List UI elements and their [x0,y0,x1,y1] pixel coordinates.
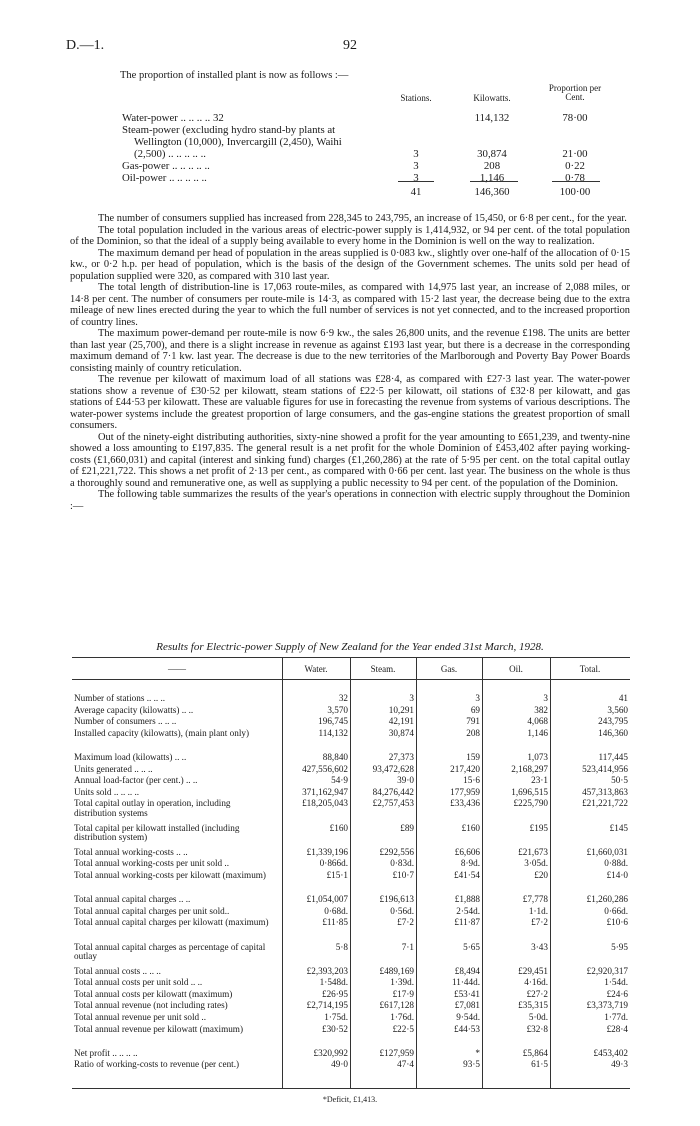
cell-oil: 5·0d. [528,1012,548,1022]
cell-gas: £160 [461,822,480,833]
cell-steam: 84,276,442 [372,786,414,797]
cell-oil: £20 [534,869,548,880]
row-label: Net profit .. .. .. .. [74,1047,138,1058]
cell-steam: £196,613 [379,894,414,905]
cell-total: 457,313,863 [582,786,628,797]
cell-total: £24·6 [606,988,628,999]
cell-total: £1,660,031 [586,846,628,857]
col-header-oil: Oil. [509,664,523,674]
cell-water: 114,132 [318,727,348,738]
cell-water: 1·548d. [319,977,348,988]
page-header [66,38,634,54]
paragraph: The maximum power-demand per route-mile is now 6·9 kw., the sales 26,800 units, and the revenue £198. The units are better than last year (25,700), and there is a slight increase in revenue as against £193 last year, but there is a decrease in the corresponding maximum demand of 7·1 kw. last year. The decrease is due to the new territories of the Marlborough and Poverty Bay Power Boards consisting mainly of country reticulation. [70,328,630,374]
cell-total: £2,920,317 [586,965,628,976]
cell-steam: 1·39d. [390,977,414,988]
cell-steam: 1·76d. [390,1012,414,1022]
cell-gas: 93·5 [463,1059,480,1070]
cell-gas: 9·54d. [456,1012,480,1022]
cell-total: 117,445 [598,752,628,763]
total-proportion: 100·00 [559,186,591,198]
paragraph: The total population included in the various areas of electric-power supply is 1,414,932, or 94 per cent. of the total population of the Dominion, so that the ideal of a supply being available to every home in the Dominion is well on the way to realization. [70,224,630,247]
stations-header: Stations. [400,93,432,103]
cell-oil: 4·16d. [524,977,548,988]
row-label: Number of stations .. .. .. [74,693,166,704]
cell-steam: 10,291 [388,704,414,715]
plant-row-stations: 3 [413,148,419,160]
cell-oil: 382 [534,704,548,715]
cell-total: 41 [618,693,628,704]
cell-water: 49·0 [331,1059,348,1070]
document-reference: D.—1. [66,38,105,53]
kilowatts-header: Kilowatts. [473,93,511,103]
table-footnote: *Deficit, £1,413. [322,1095,378,1104]
cell-oil: 3·05d. [524,858,548,869]
plant-row [122,172,610,184]
cell-water: 88,840 [322,752,348,763]
cell-oil: 1,146 [527,727,548,738]
row-label: Total capital per kilowatt installed (including distribution system) [74,822,240,843]
cell-steam: £2,757,453 [372,798,414,809]
col-header-water: Water. [304,664,328,674]
cell-gas: 159 [466,752,480,763]
cell-total: 0·88d. [604,858,628,869]
cell-gas: 5·65 [463,941,480,952]
cell-water: 371,162,947 [302,786,348,797]
cell-total: 523,414,956 [582,763,628,774]
row-label: Total annual costs .. .. .. [74,965,161,976]
cell-gas: £7,081 [454,1000,480,1011]
row-label: Average capacity (kilowatts) .. .. [74,704,194,715]
cell-steam: 47·4 [397,1059,414,1070]
cell-gas: £11·87 [454,917,480,928]
plant-table-header [122,80,610,106]
cell-gas: £41·54 [453,869,480,880]
cell-gas: 15·6 [463,775,480,786]
paragraph: The revenue per kilowatt of maximum load of all stations was £28·4, as compared with £27·3 last year. The water-power stations show a revenue of £30·52 per kilowatt, steam stations of £22·5 per kilowatt, oil stations of £32·8 per kilowatt, and gas stations of £44·53 per kilowatt. These are valuable figures for use in forecasting the revenue from systems of various descriptions. The water-power systems include the greatest proportion of large consumers, and the gas-engine stations the greatest proportion of small consumers. [70,374,630,431]
cell-oil: £27·2 [526,988,548,999]
cell-steam: £617,128 [379,1000,414,1011]
row-label: Annual load-factor (per cent.) .. .. [74,775,198,786]
row-label: Installed capacity (kilowatts), (main plant only) [74,727,250,738]
cell-oil: £32·8 [526,1023,548,1034]
cell-water: £15·1 [326,869,348,880]
cell-oil: 1,696,515 [511,786,548,797]
cell-gas: £1,888 [454,894,480,905]
col-header-gas: Gas. [440,664,458,674]
cell-oil: £21,673 [518,846,548,857]
col-header-steam: Steam. [370,664,396,674]
plant-row-proportion: 0·78 [565,172,585,184]
results-table [72,657,630,1089]
cell-oil: £29,451 [518,965,548,976]
plant-row [122,148,610,160]
column-divider [416,657,417,1089]
cell-oil: £35,315 [518,1000,548,1011]
cell-gas: 177,959 [450,786,480,797]
cell-total: 1·77d. [604,1012,628,1022]
cell-total: £145 [609,822,628,833]
cell-oil: 23·1 [531,775,548,786]
cell-gas: 3 [475,693,480,704]
row-label: Units generated .. .. .. [74,763,153,774]
cell-total: 1·54d. [604,977,628,988]
paragraph: Out of the ninety-eight distributing authorities, sixty-nine showed a profit for the year amounting to £651,239, and twenty-nine showed a loss amounting to £197,835. The general result is a net profit for the whole Dominion of £453,402 after paying working-costs (£1,660,031) and capital (interest and sinking fund) charges (£1,260,286) at the rate of 5·95 per cent. on the total capital outlay of £21,221,722. This shows a net profit of 2·13 per cent., as compared with 0·66 per cent. last year. The business on the whole is thus a thoroughly sound and remunerative one, as well as supplying a public necessity to 94 per cent. of the population of the Dominion. [70,431,630,489]
cell-total: 243,795 [598,716,628,727]
row-label: Total annual capital charges per unit sold.. [74,905,230,916]
cell-oil: £225,790 [513,798,548,809]
cell-total: 50·5 [611,775,628,786]
plant-row-proportion: 21·00 [562,148,588,160]
cell-total: £21,221,722 [582,798,628,809]
cell-gas: 791 [466,716,480,727]
cell-steam: £489,169 [379,965,414,976]
row-label: Total annual working-costs per unit sold .. [74,858,230,869]
cell-gas: 69 [470,704,480,715]
paragraph: The number of consumers supplied has increased from 228,345 to 243,795, an increase of 15,450, or 6·8 per cent., for the year. [98,213,627,224]
cell-water: 0·866d. [319,858,348,869]
proportion-header: Proportion per Cent. [548,83,602,102]
cell-total: £453,402 [593,1047,628,1058]
paragraph: The total length of distribution-line is 17,063 route-miles, as compared with 14,975 last year, an increase of 2,088 miles, or 14·8 per cent. The number of consumers per route-mile is 14·3, as compared with 15·2 last year, the decrease being due to the extra mileage of new lines erected during the year to which the full number of services is not yet connected, and to the increased proportion of country lines. [70,282,630,328]
cell-water: £26·95 [321,988,348,999]
cell-water: £11·85 [322,917,348,928]
column-divider [282,657,283,1089]
row-label: Total annual capital charges .. .. [74,894,191,905]
cell-water: £18,205,043 [302,798,348,809]
cell-oil: 3·43 [531,941,548,952]
cell-water: £320,992 [313,1047,348,1058]
cell-water: 3,570 [327,704,348,715]
cell-oil: 1·1d. [528,905,548,916]
cell-steam: 30,874 [388,727,414,738]
plant-total-rule-stations [398,181,434,182]
cell-water: £2,714,195 [306,1000,348,1011]
cell-water: 0·68d. [324,905,348,916]
cell-water: 427,556,602 [302,763,348,774]
plant-row-proportion: 0·22 [565,160,585,172]
cell-steam: 39·0 [397,775,414,786]
header-rule [72,679,630,680]
cell-total: £3,373,719 [586,1000,628,1011]
cell-water: £1,054,007 [306,894,348,905]
total-kilowatts: 146,360 [474,186,510,198]
cell-oil: 2,168,297 [511,763,548,774]
plant-row-label: Water-power .. .. .. .. 32 [122,112,224,124]
cell-steam: £292,556 [379,846,414,857]
cell-gas: 217,420 [450,763,480,774]
body-text [70,213,630,512]
cell-water: £30·52 [321,1023,348,1034]
intro-line: The proportion of installed plant is now as follows :— [120,70,349,81]
plant-row [122,112,610,124]
cell-steam: 93,472,628 [372,763,414,774]
cell-water: 5·8 [335,941,348,952]
cell-total: 49·3 [611,1059,628,1070]
cell-gas: 8·9d. [460,858,480,869]
plant-row-stations: 3 [413,172,419,184]
cell-steam: 0·56d. [390,905,414,916]
cell-gas: £33,436 [450,798,480,809]
cell-water: £1,339,196 [306,846,348,857]
cell-gas: * [475,1047,480,1058]
cell-total: £28·4 [606,1023,628,1034]
cell-steam: £127,959 [379,1047,414,1058]
cell-steam: 27,373 [388,752,414,763]
cell-total: 5·95 [611,941,628,952]
cell-steam: £17·9 [392,988,414,999]
cell-oil: 61·5 [531,1059,548,1070]
row-label: Number of consumers .. .. .. [74,716,177,727]
cell-steam: £7·2 [397,917,414,928]
cell-total: 0·66d. [604,905,628,916]
cell-total: 3,560 [607,704,628,715]
cell-total: £10·6 [606,917,628,928]
row-label: Total annual costs per kilowatt (maximum) [74,988,233,999]
row-label: Maximum load (kilowatts) .. .. [74,752,187,763]
plant-row-kilowatts: 1,146 [479,172,505,184]
row-label: Total annual capital charges per kilowatt (maximum) [74,917,269,928]
cell-total: £14·0 [606,869,628,880]
cell-gas: £44·53 [453,1023,480,1034]
cell-water: 32 [338,693,348,704]
cell-oil: 1,073 [527,752,548,763]
cell-oil: 3 [543,693,548,704]
row-label: Ratio of working-costs to revenue (per cent.) [74,1059,240,1070]
cell-total: £1,260,286 [586,894,628,905]
row-label: Total annual revenue per kilowatt (maximum) [74,1023,244,1034]
row-label: Total annual revenue per unit sold .. [74,1012,207,1022]
plant-row [122,136,610,148]
cell-gas: £8,494 [454,965,480,976]
cell-water: 1·75d. [324,1012,348,1022]
cell-oil: 4,068 [527,716,548,727]
row-label: Total annual working-costs per kilowatt (maximum) [74,869,266,880]
cell-steam: 0·83d. [390,858,414,869]
column-divider [482,657,483,1089]
row-label: Total annual costs per unit sold .. .. [74,977,203,988]
cell-gas: 208 [466,727,480,738]
plant-row-proportion: 78·00 [562,112,588,124]
cell-steam: 42,191 [388,716,414,727]
plant-row-label: Wellington (10,000), Invercargill (2,450), Waihi [134,136,342,148]
plant-total-rule-kilowatts [470,181,518,182]
plant-row-stations: 3 [413,160,419,172]
cell-total: 146,360 [598,727,628,738]
cell-water: £160 [329,822,348,833]
plant-row [122,124,610,136]
plant-row-label: Gas-power .. .. .. .. .. [122,160,210,172]
row-label: Units sold .. .. .. .. [74,786,140,797]
row-label: Total annual working-costs .. .. [74,846,188,857]
column-divider [550,657,551,1089]
plant-row-kilowatts: 208 [483,160,501,172]
cell-water: 54·9 [331,775,348,786]
row-label: Total annual revenue (not including rates) [74,1000,228,1011]
plant-row-label: (2,500) .. .. .. .. .. [134,148,206,160]
plant-row-label: Oil-power .. .. .. .. .. [122,172,207,184]
cell-steam: £89 [400,822,414,833]
cell-gas: 2·54d. [456,905,480,916]
cell-oil: £7,778 [522,894,548,905]
cell-steam: 7·1 [401,941,414,952]
row-label: Total annual capital charges as percentage of capital outlay [74,941,266,962]
paragraph: The maximum demand per head of population in the areas supplied is 0·083 kw., slightly over one-half of the allocation of 0·15 kw., or 0·2 h.p. per head of population, which is the basis of the design of the Government schemes. The units sold per head of population supplied were 320, as compared with 310 last year. [70,247,630,282]
cell-water: 196,745 [318,716,348,727]
cell-steam: 3 [409,693,414,704]
plant-total-rule-proportion [552,181,600,182]
cell-oil: £7·2 [531,917,548,928]
cell-steam: £10·7 [392,869,414,880]
plant-row-kilowatts: 114,132 [474,112,510,124]
plant-row-kilowatts: 30,874 [477,148,507,160]
total-stations: 41 [410,186,422,198]
row-label: Total capital outlay in operation, including distribution systems [74,798,231,818]
cell-oil: £195 [529,822,548,833]
page-number: 92 [343,38,357,53]
cell-gas: £53·41 [453,988,480,999]
cell-water: £2,393,203 [306,965,348,976]
plant-total-row [122,186,610,198]
results-table-title: Results for Electric-power Supply of New Zealand for the Year ended 31st March, 1928. [156,641,544,653]
cell-oil: £5,864 [522,1047,548,1058]
plant-row [122,160,610,172]
col-header-label: —— [168,664,186,674]
col-header-total: Total. [579,664,601,674]
paragraph: The following table summarizes the results of the year's operations in connection with electric supply throughout the Dominion :— [70,489,630,512]
column-divider [350,657,351,1089]
plant-row-label: Steam-power (excluding hydro stand-by plants at [122,124,336,136]
cell-steam: £22·5 [392,1023,414,1034]
cell-gas: £6,606 [454,846,480,857]
cell-gas: 11·44d. [452,977,480,988]
